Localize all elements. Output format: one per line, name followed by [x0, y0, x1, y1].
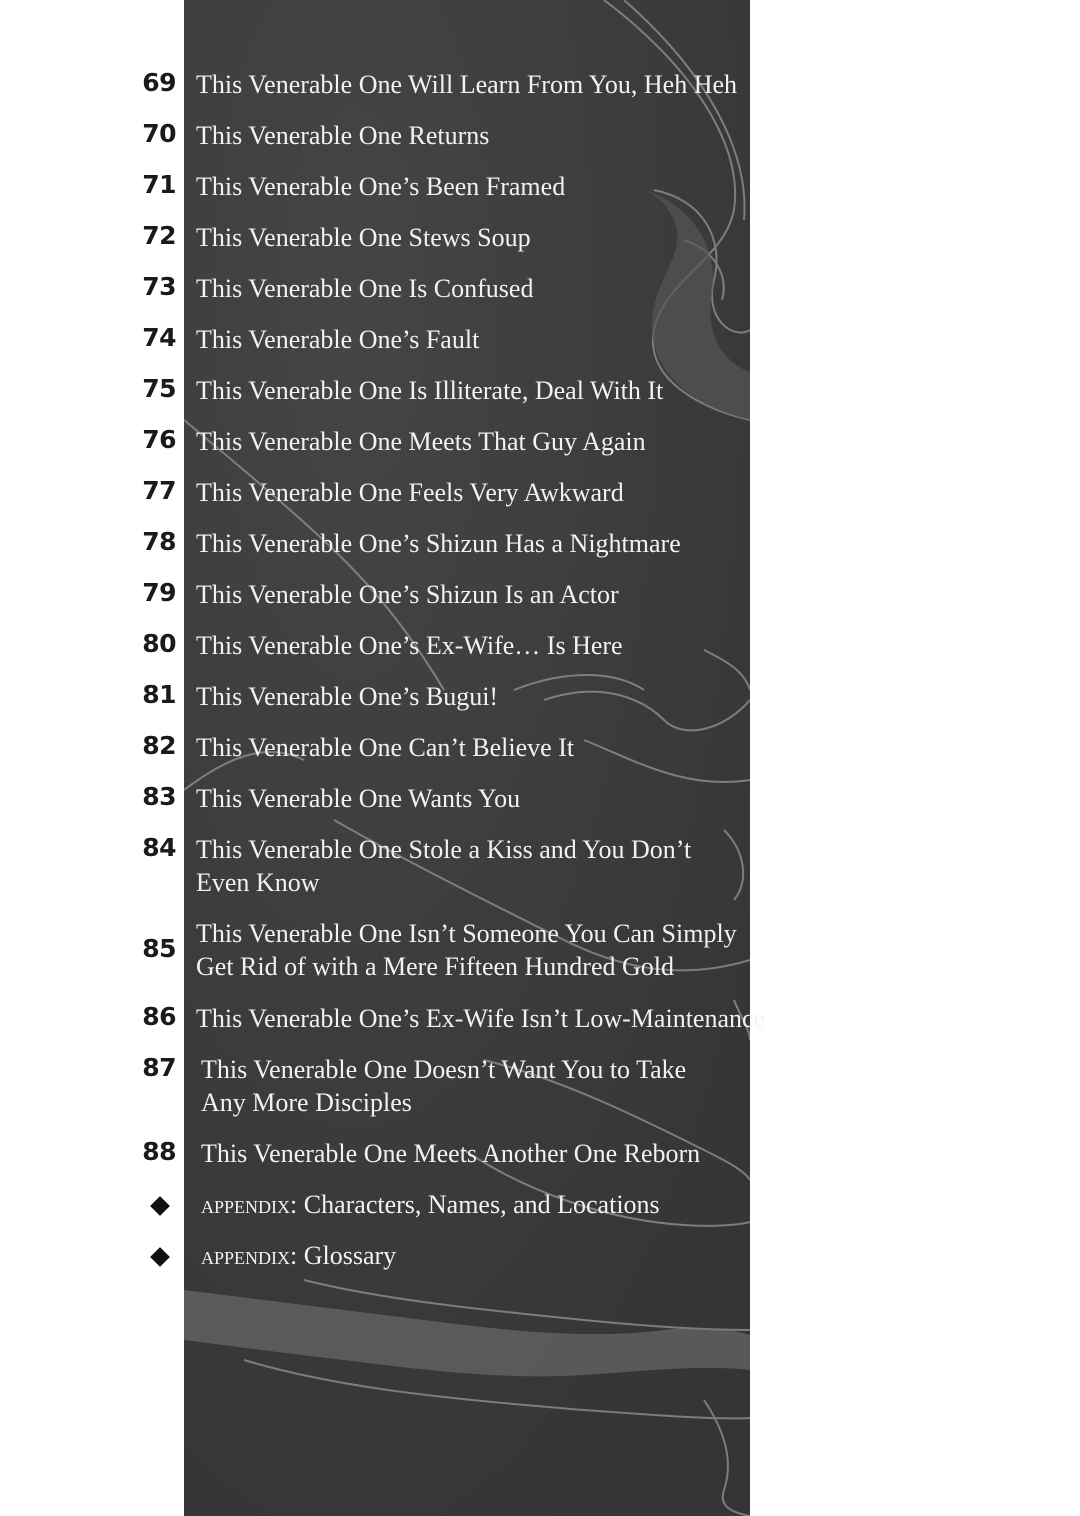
chapter-title: This Venerable One Is Confused — [196, 274, 534, 303]
chapter-title-line-1: This Venerable One Stole a Kiss and You Don’t — [196, 835, 692, 864]
appendix-title — [201, 1239, 761, 1272]
chapter-title-line-1: This Venerable One Doesn’t Want You to Take — [201, 1055, 687, 1084]
chapter-number: 84 — [142, 833, 176, 862]
chapter-number: 86 — [142, 1002, 176, 1031]
chapter-title: This Venerable One Is Illiterate, Deal With It — [196, 376, 664, 405]
chapter-title-line-2: Get Rid of with a Mere Fifteen Hundred Gold — [196, 952, 675, 981]
chapter-number: 70 — [142, 119, 176, 148]
chapter-number: 73 — [142, 272, 176, 301]
chapter-number: 78 — [142, 527, 176, 556]
chapter-number: 81 — [142, 680, 176, 709]
chapter-title: This Venerable One Feels Very Awkward — [196, 478, 624, 507]
chapter-title: This Venerable One’s Ex-Wife… Is Here — [196, 631, 623, 660]
diamond-bullet-icon — [150, 1247, 170, 1267]
chapter-number: 80 — [142, 629, 176, 658]
appendix-title — [201, 1188, 761, 1221]
chapter-title: This Venerable One Returns — [196, 121, 490, 150]
chapter-title: This Venerable One’s Been Framed — [196, 172, 566, 201]
chapter-number: 77 — [142, 476, 176, 505]
chapter-title: This Venerable One Will Learn From You, Heh Heh — [196, 70, 738, 99]
chapter-number: 76 — [142, 425, 176, 454]
chapter-number: 88 — [142, 1137, 176, 1166]
chapter-title: This Venerable One’s Ex-Wife Isn’t Low-Maintenance — [196, 1004, 766, 1033]
chapter-title: This Venerable One Meets Another One Reborn — [201, 1139, 701, 1168]
chapter-number: 71 — [142, 170, 176, 199]
chapter-title: This Venerable One Can’t Believe It — [196, 733, 575, 762]
chapter-title-line-2: Even Know — [196, 868, 320, 897]
diamond-bullet-icon — [150, 1196, 170, 1216]
chapter-title: This Venerable One’s Bugui! — [196, 682, 499, 711]
chapter-number: 79 — [142, 578, 176, 607]
chapter-title: This Venerable One’s Shizun Has a Nightmare — [196, 529, 681, 558]
appendix-name: Glossary — [303, 1241, 397, 1270]
chapter-title: This Venerable One Wants You — [196, 784, 521, 813]
chapter-number: 85 — [142, 934, 176, 963]
chapter-number: 87 — [142, 1053, 176, 1082]
appendix-prefix: appendix: — [201, 1190, 298, 1219]
chapter-number: 83 — [142, 782, 176, 811]
chapter-number: 74 — [142, 323, 176, 352]
chapter-number: 72 — [142, 221, 176, 250]
chapter-number: 82 — [142, 731, 176, 760]
chapter-title: This Venerable One’s Shizun Is an Actor — [196, 580, 619, 609]
appendix-name: Characters, Names, and Locations — [303, 1190, 660, 1219]
chapter-number: 75 — [142, 374, 176, 403]
chapter-title-line-1: This Venerable One Isn’t Someone You Can Simply — [196, 919, 737, 948]
chapter-number: 69 — [142, 68, 176, 97]
chapter-title: This Venerable One’s Fault — [196, 325, 480, 354]
chapter-title: This Venerable One Meets That Guy Again — [196, 427, 646, 456]
appendix-prefix: appendix: — [201, 1241, 298, 1270]
chapter-title-line-2: Any More Disciples — [201, 1088, 412, 1117]
chapter-title: This Venerable One Stews Soup — [196, 223, 531, 252]
